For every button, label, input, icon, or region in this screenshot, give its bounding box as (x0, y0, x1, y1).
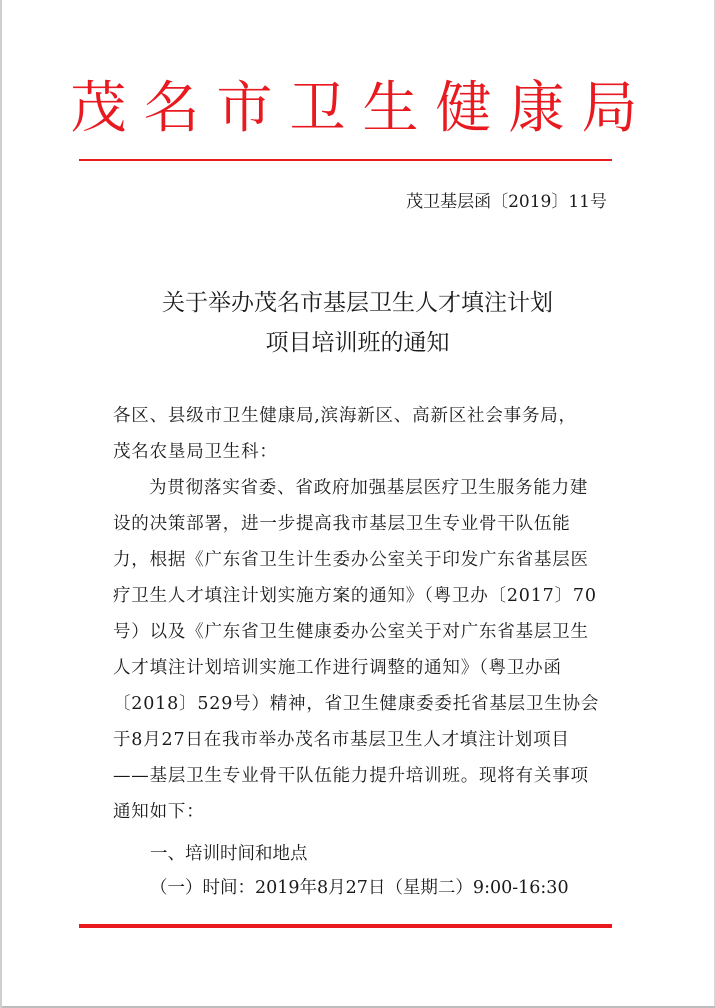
document-title-line-2: 项目培训班的通知 (265, 330, 450, 356)
body-line: 人才填注计划培训实施工作进行调整的通知》（粤卫办函 (113, 658, 562, 678)
body-line: 茂名农垦局卫生科： (113, 442, 278, 462)
body-line: 〔2018〕529号）精神，省卫生健康委委托省基层卫生协会 (113, 694, 600, 714)
body-line: 于8月27日在我市举办茂名市基层卫生人才填注计划项目 (113, 730, 570, 750)
body-line: 通知如下： (113, 802, 205, 822)
document-number: 茂卫基层函〔2019〕11号 (406, 192, 607, 212)
body-line: ——基层卫生专业骨干队伍能力提升培训班。现将有关事项 (113, 766, 589, 786)
section-heading-1: 一、培训时间和地点 (150, 844, 308, 864)
document-body (113, 398, 613, 830)
footer-red-rule (79, 924, 612, 928)
body-line: 各区、县级市卫生健康局,滨海新区、高新区社会事务局， (113, 406, 577, 426)
body-line: 为贯彻落实省委、省政府加强基层医疗卫生服务能力建 (149, 478, 589, 498)
body-line: 力，根据《广东省卫生计生委办公室关于印发广东省基层医 (113, 550, 589, 570)
body-line: 疗卫生人才填注计划实施方案的通知》（粤卫办〔2017〕70 (113, 586, 597, 606)
header-red-rule (79, 159, 612, 161)
time-line: （一）时间：2019年8月27日（星期二）9:00-16:30 (150, 878, 569, 898)
body-line: 号）以及《广东省卫生健康委办公室关于对广东省基层卫生 (113, 622, 589, 642)
body-line: 设的决策部署，进一步提高我市基层卫生专业骨干队伍能 (113, 514, 571, 534)
org-header-title: 茂名市卫生健康局 (70, 76, 655, 141)
document-title-line-1: 关于举办茂名市基层卫生人才填注计划 (162, 290, 553, 316)
